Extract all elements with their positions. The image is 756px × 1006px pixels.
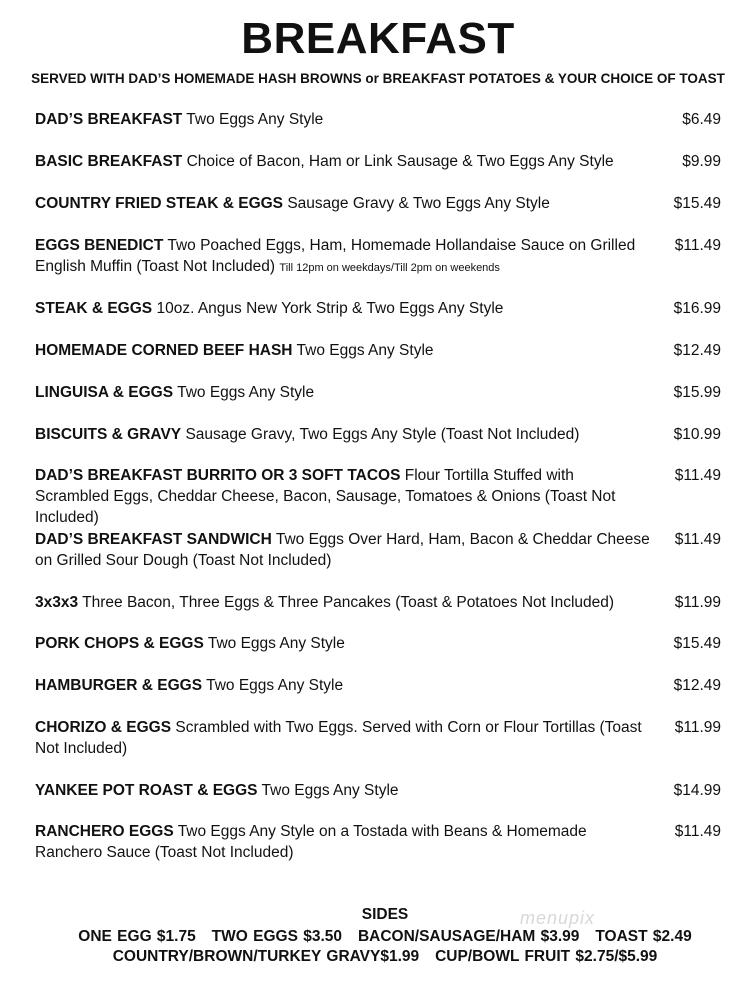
item-name: BISCUITS & GRAVY: [35, 426, 182, 443]
side-item: COUNTRY/BROWN/TURKEY GRAVY$1.99: [112, 948, 420, 965]
menu-item: [35, 382, 721, 403]
item-price: $10.99: [673, 426, 721, 443]
item-name: COUNTRY FRIED STEAK & EGGS: [35, 195, 284, 212]
item-description: Two Poached Eggs, Ham, Homemade Hollandaise Sauce on Grilled English Muffin (Toast Not Included): [35, 237, 636, 275]
item-name: PORK CHOPS & EGGS: [35, 635, 204, 652]
item-price: $15.49: [673, 635, 721, 652]
menu-item: [35, 424, 721, 445]
menu-item: [35, 340, 721, 361]
sides-title: SIDES: [361, 906, 409, 923]
item-price: $16.99: [673, 300, 721, 317]
menu-item: [35, 298, 721, 319]
item-price: $6.49: [682, 111, 721, 128]
item-name: EGGS BENEDICT: [35, 237, 164, 254]
item-description: Flour Tortilla Stuffed with Scrambled Eggs, Cheddar Cheese, Bacon, Sausage, Tomatoes & Onions (Toast Not Included): [35, 467, 616, 526]
side-item: CUP/BOWL FRUIT $2.75/$5.99: [435, 948, 658, 965]
item-description: Two Eggs Over Hard, Ham, Bacon & Cheddar Cheese on Grilled Sour Dough (Toast Not Included): [35, 531, 650, 569]
item-name: RANCHERO EGGS: [35, 823, 174, 840]
item-price: $11.99: [674, 594, 721, 611]
item-price: $12.49: [673, 342, 721, 359]
menu-item: [35, 529, 721, 571]
item-price: $11.49: [674, 823, 721, 840]
item-name: BASIC BREAKFAST: [35, 153, 183, 170]
side-item: BACON/SAUSAGE/HAM $3.99: [357, 928, 580, 945]
item-description: Two Eggs Any Style on a Tostada with Beans & Homemade Ranchero Sauce (Toast Not Included): [35, 823, 587, 861]
item-name: LINGUISA & EGGS: [35, 384, 174, 401]
item-description: Sausage Gravy & Two Eggs Any Style: [287, 195, 550, 212]
sides-line-1: [0, 927, 756, 947]
menu-item: [35, 675, 721, 696]
item-name: HOMEMADE CORNED BEEF HASH: [35, 342, 293, 359]
item-price: $11.49: [674, 531, 721, 548]
item-name: CHORIZO & EGGS: [35, 719, 172, 736]
item-price: $15.49: [673, 195, 721, 212]
item-description: Two Eggs Any Style: [207, 635, 345, 652]
menu-item: [35, 592, 721, 613]
item-name: DAD’S BREAKFAST: [35, 111, 183, 128]
item-description: Two Eggs Any Style: [296, 342, 434, 359]
menu-item: [35, 151, 721, 172]
item-name: DAD’S BREAKFAST SANDWICH: [35, 531, 272, 548]
item-description: Choice of Bacon, Ham or Link Sausage & Two Eggs Any Style: [186, 153, 614, 170]
item-price: $14.99: [673, 782, 721, 799]
item-name: 3x3x3: [35, 594, 79, 611]
menu-subtitle: SERVED WITH DAD’S HOMEMADE HASH BROWNS or BREAKFAST POTATOES & YOUR CHOICE OF TOAST: [31, 71, 725, 86]
menu-item: [35, 193, 721, 214]
menu-item: [35, 717, 721, 759]
item-name: HAMBURGER & EGGS: [35, 677, 203, 694]
item-description: Two Eggs Any Style: [206, 677, 344, 694]
item-price: $15.99: [673, 384, 721, 401]
item-description: 10oz. Angus New York Strip & Two Eggs Any Style: [156, 300, 504, 317]
item-price: $11.49: [674, 237, 721, 254]
item-description: Two Eggs Any Style: [261, 782, 399, 799]
item-description: Sausage Gravy, Two Eggs Any Style (Toast Not Included): [185, 426, 580, 443]
item-price: $9.99: [682, 153, 721, 170]
side-item: ONE EGG $1.75: [78, 928, 196, 945]
menu-item: [35, 235, 721, 279]
item-description: Two Eggs Any Style: [177, 384, 315, 401]
menu-title: BREAKFAST: [241, 14, 515, 63]
item-note: Till 12pm on weekdays/Till 2pm on weekends: [279, 262, 500, 274]
item-name: DAD’S BREAKFAST BURRITO OR 3 SOFT TACOS: [35, 467, 401, 484]
side-item: TWO EGGS $3.50: [211, 928, 343, 945]
menu-item: [35, 780, 721, 801]
item-price: $11.99: [674, 719, 721, 736]
menu-item: [35, 821, 721, 863]
item-description: Scrambled with Two Eggs. Served with Corn or Flour Tortillas (Toast Not Included): [35, 719, 642, 757]
item-description: Two Eggs Any Style: [186, 111, 324, 128]
menu-item: [35, 465, 721, 528]
menu-item: [35, 633, 721, 654]
item-name: STEAK & EGGS: [35, 300, 153, 317]
item-description: Three Bacon, Three Eggs & Three Pancakes (Toast & Potatoes Not Included): [82, 594, 615, 611]
item-price: $12.49: [673, 677, 721, 694]
side-item: TOAST $2.49: [595, 928, 692, 945]
item-name: YANKEE POT ROAST & EGGS: [35, 782, 258, 799]
item-price: $11.49: [674, 467, 721, 484]
menu-item: [35, 109, 721, 130]
sides-line-2: [0, 947, 756, 967]
watermark: menupix: [520, 908, 596, 928]
